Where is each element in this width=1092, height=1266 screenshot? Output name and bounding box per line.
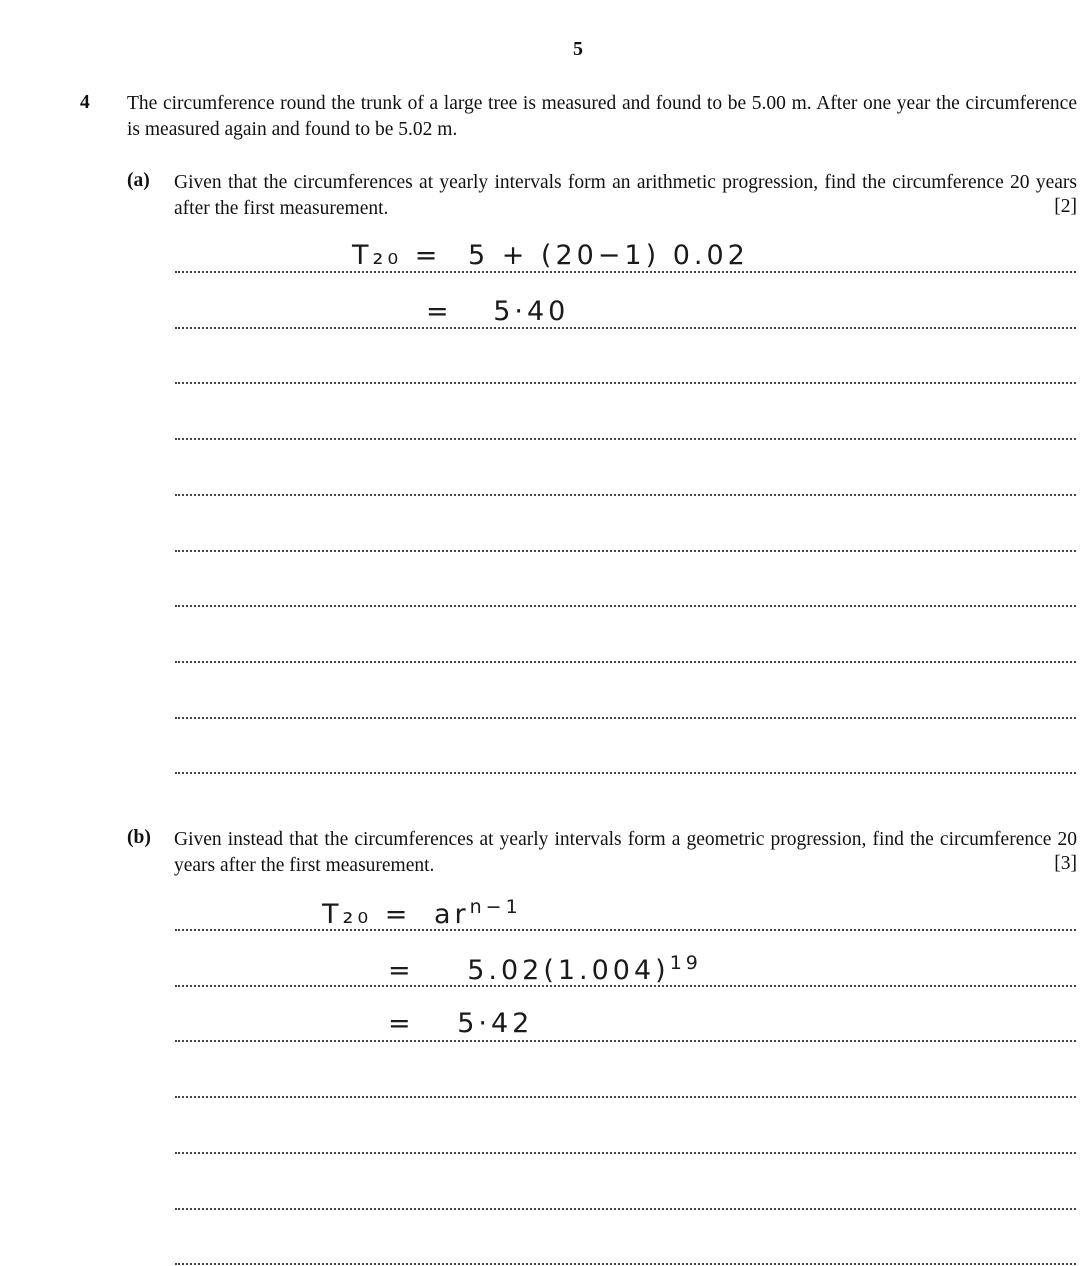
answer-line: [175, 661, 1076, 663]
answer-line: [175, 494, 1076, 496]
hw-lhs: T₂₀ =: [352, 240, 442, 271]
answer-line: [175, 717, 1076, 719]
hw-lhs: =: [388, 955, 415, 986]
hw-lhs: =: [426, 296, 453, 327]
answer-line: [175, 929, 1076, 931]
answer-line: [175, 1096, 1076, 1098]
answer-line: [175, 1263, 1076, 1265]
handwriting-a-line-2: [426, 296, 569, 327]
hw-rhs: 5·40: [493, 296, 570, 327]
answer-line: [175, 1040, 1076, 1042]
handwriting-b-line-2: [388, 952, 702, 986]
question-stem: The circumference round the trunk of a large tree is measured and found to be 5.00 m. After one year the circumference is measured again and found to be 5.02 m.: [127, 93, 1077, 140]
page-number: 5: [573, 38, 583, 60]
answer-line: [175, 271, 1076, 273]
hw-lhs: =: [388, 1008, 415, 1039]
hw-rhs: 5.02(1.004): [467, 955, 670, 986]
part-b-label: (b): [127, 827, 151, 848]
answer-line: [175, 772, 1076, 774]
answer-line: [175, 382, 1076, 384]
hw-rhs: 5·42: [457, 1008, 534, 1039]
hw-lhs: T₂₀ =: [322, 899, 412, 930]
handwriting-a-line-1: [352, 240, 749, 271]
hw-rhs: 5 + (20−1) 0.02: [467, 240, 749, 271]
answer-line: [175, 1208, 1076, 1210]
part-b-text: Given instead that the circumferences at yearly intervals form a geometric progression, find the circumference 20 years after the first measurement.: [174, 829, 1077, 876]
answer-line: [175, 1152, 1076, 1154]
part-a-text: Given that the circumferences at yearly intervals form an arithmetic progression, find the circumference 20 years after the first measurement.: [174, 172, 1077, 219]
part-a-marks: [2]: [1054, 196, 1077, 217]
handwriting-b-line-3: [388, 1008, 533, 1039]
part-b-marks: [3]: [1054, 853, 1077, 874]
hw-exponent: n−1: [469, 896, 522, 918]
hw-rhs: ar: [433, 899, 470, 930]
answer-line: [175, 327, 1076, 329]
question-number: 4: [80, 92, 90, 113]
hw-exponent: 19: [669, 952, 702, 974]
answer-line: [175, 605, 1076, 607]
answer-line: [175, 438, 1076, 440]
part-a-label: (a): [127, 170, 150, 191]
handwriting-b-line-1: [322, 896, 522, 930]
answer-line: [175, 550, 1076, 552]
